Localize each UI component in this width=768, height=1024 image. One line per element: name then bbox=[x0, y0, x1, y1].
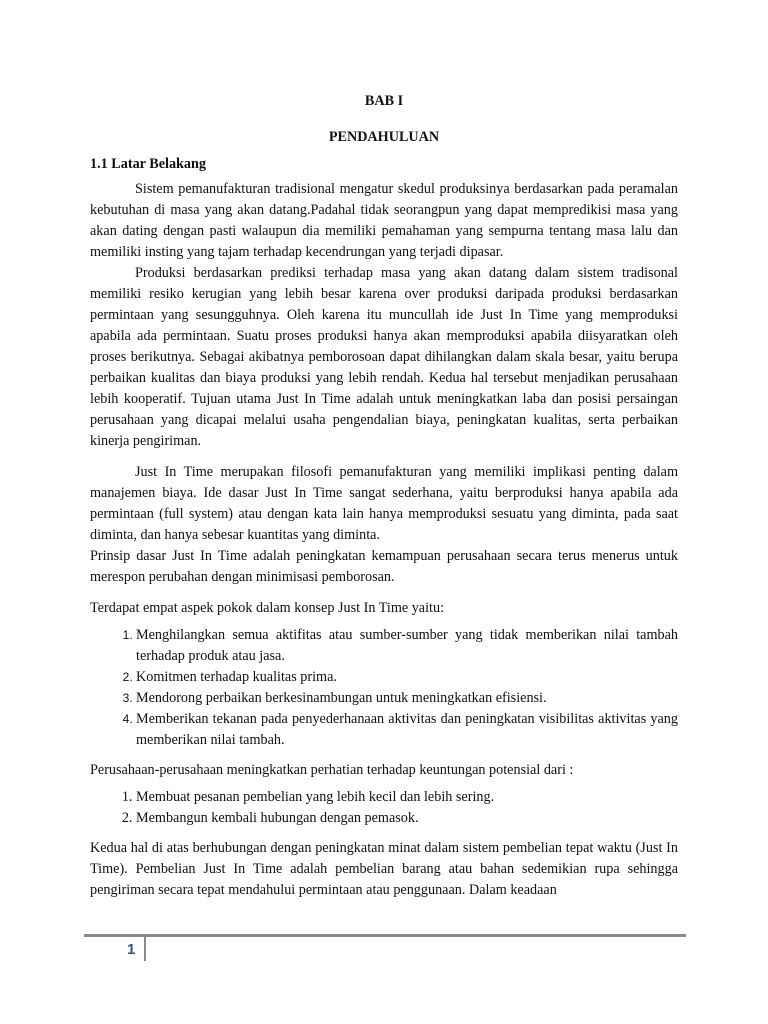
page-content bbox=[90, 91, 678, 901]
footer-divider bbox=[84, 934, 686, 937]
chapter-label: BAB I bbox=[364, 93, 404, 109]
list-item: 2. Komitmen terhadap kualitas prima. bbox=[136, 667, 678, 688]
list-item: 1. Menghilangkan semua aktifitas atau sumber-sumber yang tidak memberikan nilai tambah terhadap produk atau jasa. bbox=[136, 625, 678, 667]
list-item: 4. Memberikan tekanan pada penyederhanaan aktivitas dan peningkatan visibilitas aktivitas yang memberikan nilai tambah. bbox=[136, 709, 678, 751]
section-heading: 1.1 Latar Belakang bbox=[90, 156, 207, 172]
aspects-list bbox=[90, 625, 678, 751]
benefits-list bbox=[90, 787, 678, 829]
list-item: 3. Mendorong perbaikan berkesinambungan untuk meningkatkan efisiensi. bbox=[136, 688, 678, 709]
paragraph: Produksi berdasarkan prediksi terhadap masa yang akan datang dalam sistem tradisonal memiliki resiko kerugian yang lebih besar karena over produksi daripada produksi berdasarkan permintaan yang sesungguhnya. Oleh karena itu muncullah ide Just In Time yang memproduksi apabila ada permintaan. Suatu proses produksi hanya akan memproduksi apabila diisyaratkan oleh proses berikutnya. Sebagai akibatnya pemborosoan dapat dihilangkan dalam skala besar, yaitu berupa perbaikan kualitas dan biaya produksi yang lebih rendah. Kedua hal tersebut menjadikan perusahaan lebih kooperatif. Tujuan utama Just In Time adalah untuk meningkatkan laba dan posisi persaingan perusahaan yang dicapai melalui usaha pengendalian biaya, peningkatan kualitas, serta perbaikan kinerja pengiriman. bbox=[90, 265, 678, 449]
page-number-divider bbox=[144, 937, 146, 961]
paragraph: Kedua hal di atas berhubungan dengan peningkatan minat dalam sistem pembelian tepat waktu (Just In Time). Pembelian Just In Time adalah pembelian barang atau bahan sedemikian rupa sehingga pengiriman secara tepat mendahului permintaan atau penggunaan. Dalam keadaan bbox=[90, 840, 678, 898]
paragraph: Sistem pemanufakturan tradisional mengatur skedul produksinya berdasarkan pada peramalan kebutuhan di masa yang akan datang.Padahal tidak seorangpun yang dapat mempredikisi masa yang akan dating dengan pasti walaupun dia memiliki pemahaman yang sempurna tentang masa lalu dan memiliki insting yang tajam terhadap kecendrungan yang terjadi dipasar. bbox=[90, 181, 678, 260]
paragraph: Perusahaan-perusahaan meningkatkan perhatian terhadap keuntungan potensial dari : bbox=[90, 762, 574, 778]
paragraph: Just In Time merupakan filosofi pemanufakturan yang memiliki implikasi penting dalam manajemen biaya. Ide dasar Just In Time sangat sederhana, yaitu berproduksi hanya apabila ada permintaan (full system) atau dengan kata lain hanya memproduksi sesuatu yang diminta, pada saat diminta, dan hanya sebesar kuantitas yang diminta. bbox=[90, 464, 678, 543]
chapter-title: PENDAHULUAN bbox=[328, 129, 440, 145]
list-item: 2. Membangun kembali hubungan dengan pemasok. bbox=[136, 808, 678, 829]
page-number: 1 bbox=[127, 941, 136, 958]
paragraph: Prinsip dasar Just In Time adalah peningkatan kemampuan perusahaan secara terus menerus untuk merespon perubahan dengan minimisasi pemborosan. bbox=[90, 548, 678, 585]
list-item: 1. Membuat pesanan pembelian yang lebih kecil dan lebih sering. bbox=[136, 787, 678, 808]
paragraph: Terdapat empat aspek pokok dalam konsep Just In Time yaitu: bbox=[90, 600, 445, 616]
